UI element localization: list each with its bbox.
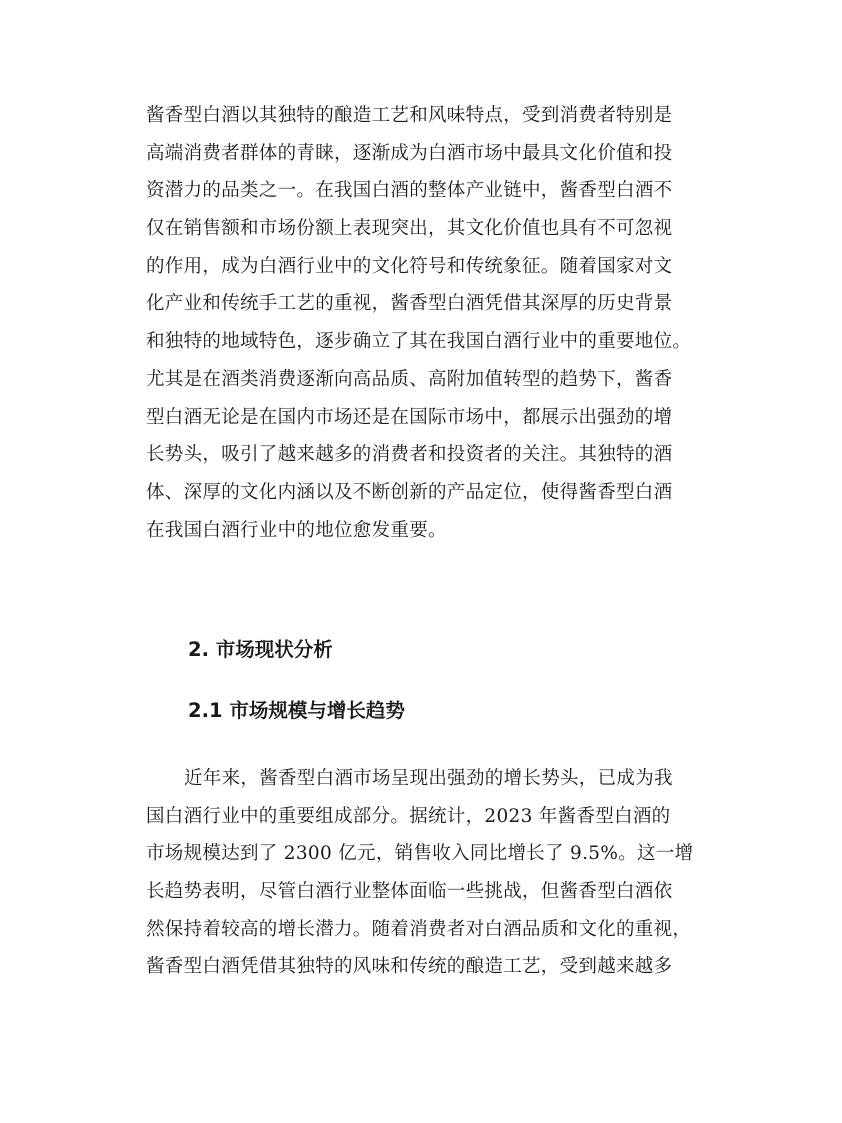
paragraph-line: 化产业和传统手工艺的重视，酱香型白酒凭借其深厚的历史背景 bbox=[146, 293, 673, 315]
subsection-heading: 2.1 市场规模与增长趋势 bbox=[188, 699, 405, 722]
paragraph-line: 近年来，酱香型白酒市场呈现出强劲的增长势头，已成为我 bbox=[184, 768, 673, 789]
paragraph-line: 酱香型白酒凭借其独特的风味和传统的酿造工艺，受到越来越多 bbox=[146, 956, 673, 978]
paragraph-line: 长趋势表明，尽管白酒行业整体面临一些挑战，但酱香型白酒依 bbox=[146, 881, 673, 903]
paragraph-line: 仅在销售额和市场份额上表现突出，其文化价值也具有不可忽视 bbox=[146, 218, 673, 240]
section-heading: 2. 市场现状分析 bbox=[188, 638, 333, 661]
paragraph-line: 型白酒无论是在国内市场还是在国际市场中，都展示出强劲的增 bbox=[146, 406, 673, 428]
paragraph-line: 高端消费者群体的青睐，逐渐成为白酒市场中最具文化价值和投 bbox=[146, 142, 673, 164]
paragraph-line: 和独特的地域特色，逐步确立了其在我国白酒行业中的重要地位。 bbox=[146, 331, 692, 353]
paragraph-intro bbox=[146, 97, 706, 549]
paragraph-line: 体、深厚的文化内涵以及不断创新的产品定位，使得酱香型白酒 bbox=[146, 481, 673, 503]
paragraph-market-size bbox=[146, 760, 706, 986]
paragraph-line: 国白酒行业中的重要组成部分。据统计，2023 年酱香型白酒的 bbox=[146, 805, 671, 827]
paragraph-line: 酱香型白酒以其独特的酿造工艺和风味特点，受到消费者特别是 bbox=[146, 105, 673, 126]
paragraph-line: 长势头，吸引了越来越多的消费者和投资者的关注。其独特的酒 bbox=[146, 444, 673, 466]
paragraph-line: 然保持着较高的增长潜力。随着消费者对白酒品质和文化的重视， bbox=[146, 918, 692, 940]
paragraph-line: 在我国白酒行业中的地位愈发重要。 bbox=[146, 519, 447, 541]
paragraph-line: 的作用，成为白酒行业中的文化符号和传统象征。随着国家对文 bbox=[146, 255, 673, 277]
paragraph-line: 尤其是在酒类消费逐渐向高品质、高附加值转型的趋势下，酱香 bbox=[146, 368, 673, 390]
paragraph-line: 市场规模达到了 2300 亿元，销售收入同比增长了 9.5%。这一增 bbox=[146, 843, 694, 865]
paragraph-line: 资潜力的品类之一。在我国白酒的整体产业链中，酱香型白酒不 bbox=[146, 180, 673, 202]
